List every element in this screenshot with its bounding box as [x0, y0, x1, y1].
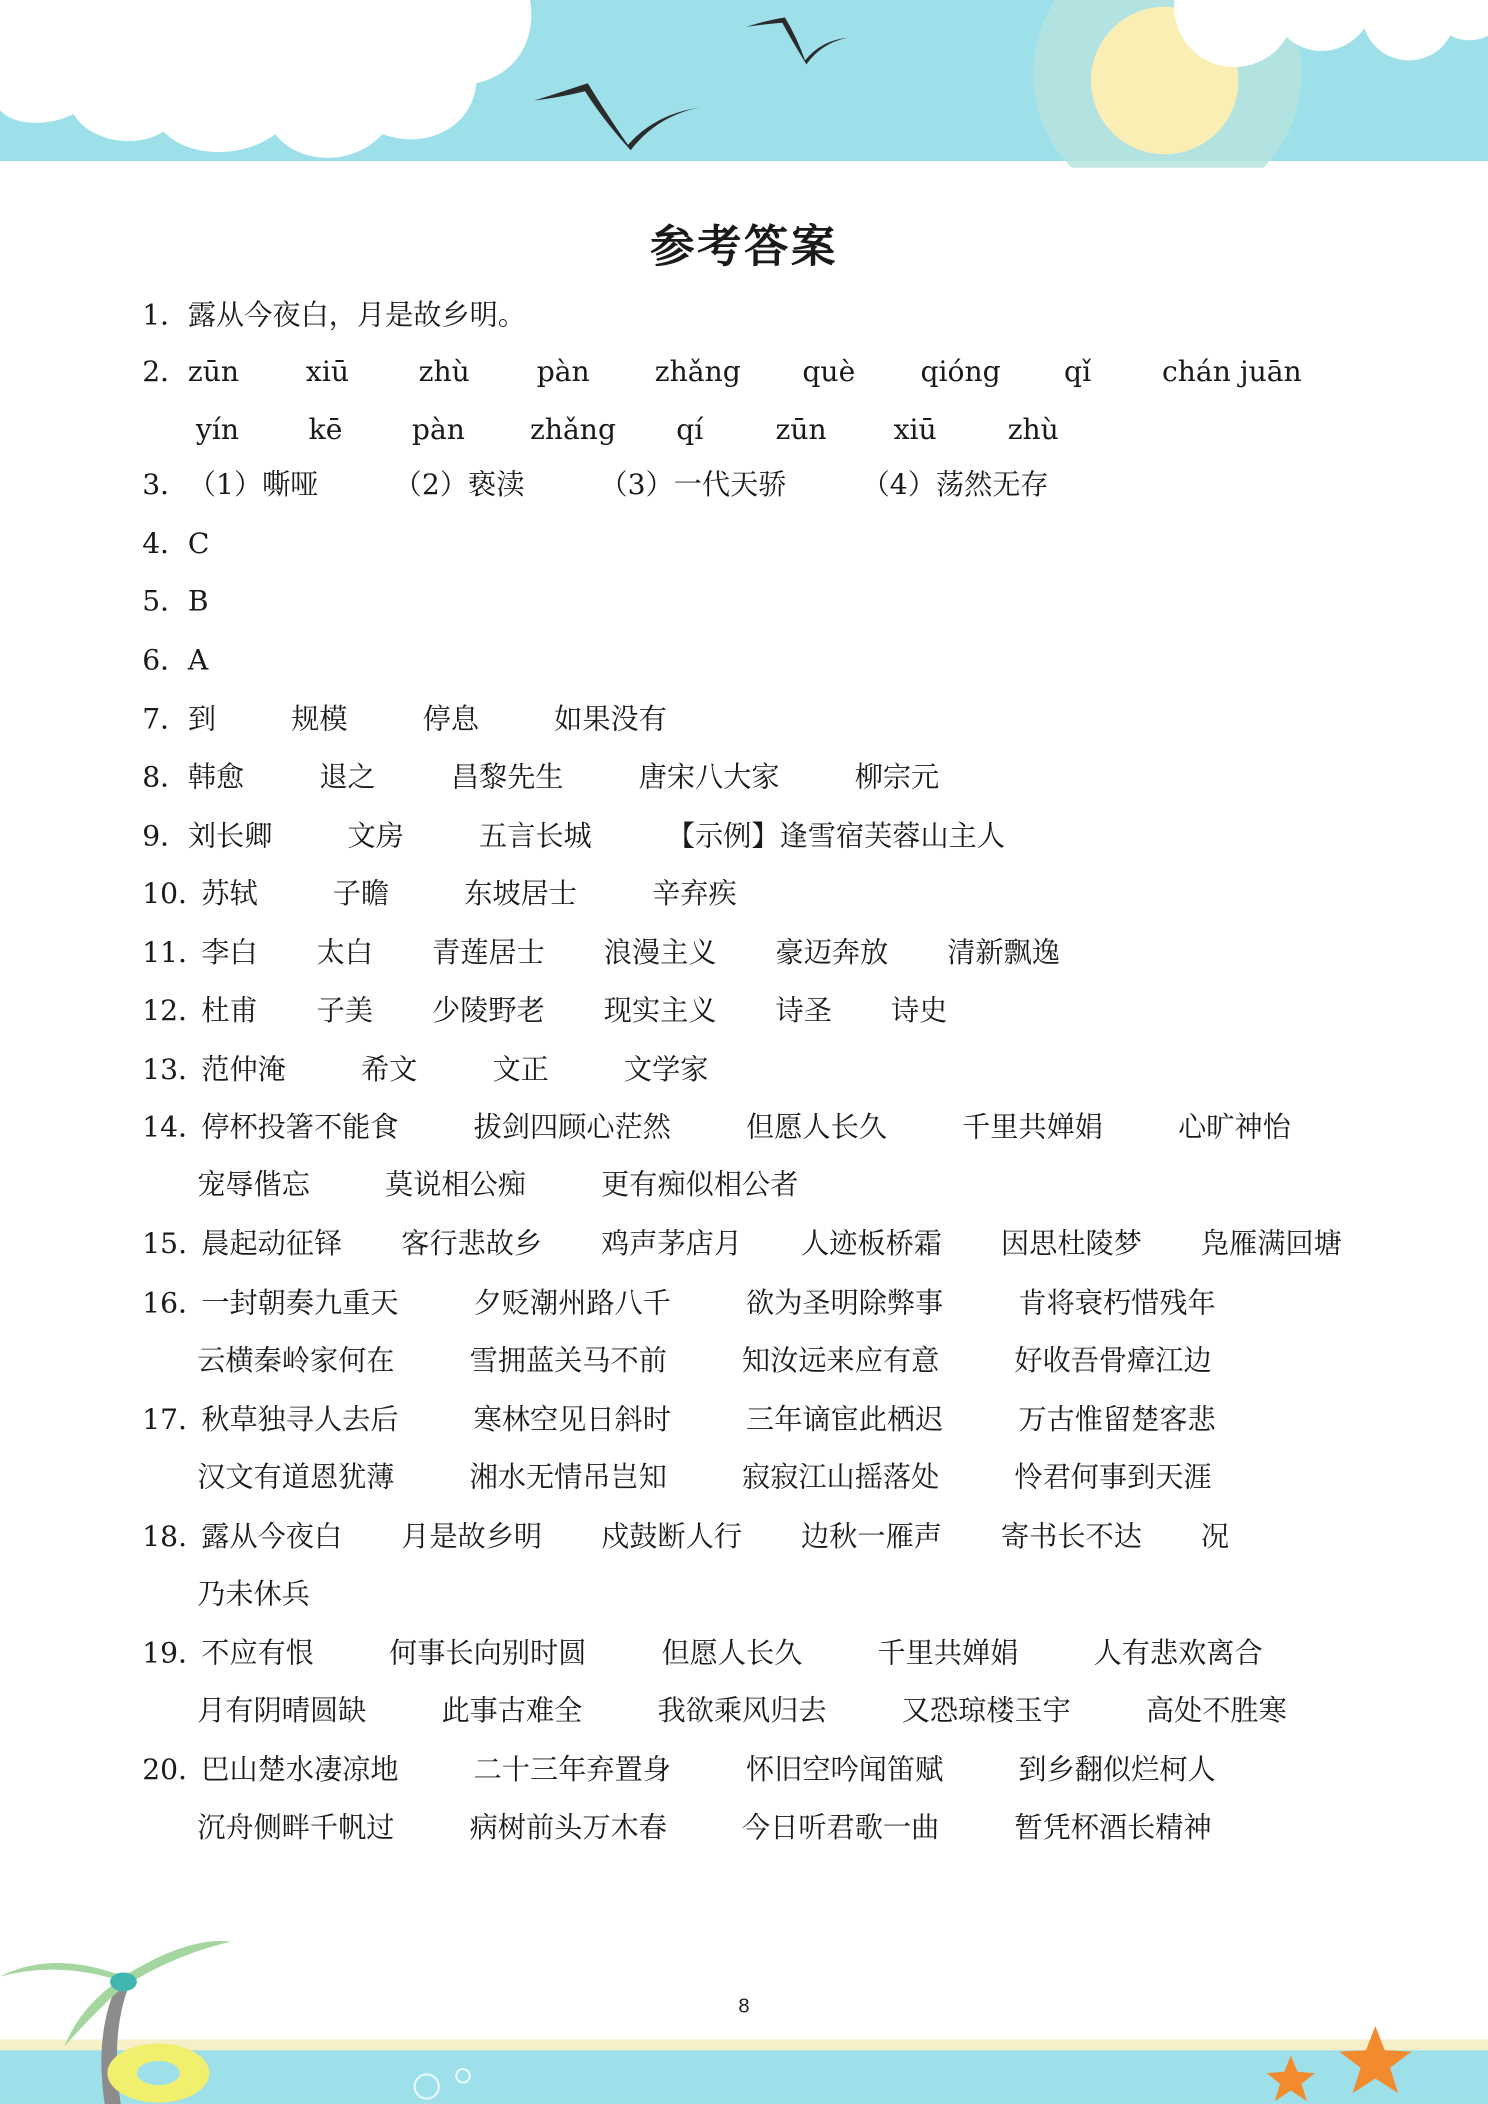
- answer-text: 文学家: [623, 1053, 709, 1086]
- answer-text: qióng: [920, 355, 1001, 388]
- answer-text: C: [187, 527, 210, 560]
- answer-text: 到乡翻似烂柯人: [1018, 1753, 1216, 1786]
- answer-text: chán juān: [1161, 355, 1302, 388]
- answer-text: 又恐琼楼玉宇: [901, 1694, 1071, 1727]
- answer-text: 客行悲故乡: [401, 1227, 543, 1260]
- answer-text: 莫说相公痴: [385, 1168, 526, 1201]
- answer-text: 现实主义: [603, 994, 717, 1027]
- answer-text: 月有阴晴圆缺: [197, 1694, 367, 1727]
- answer-text: xiū: [305, 355, 349, 388]
- answer-text: 怀旧空吟闻笛赋: [746, 1753, 944, 1786]
- answer-text: 不应有恨: [201, 1636, 314, 1670]
- answer-text: 雪拥蓝关马不前: [469, 1344, 667, 1377]
- answer-text: 鸡声茅店月: [601, 1227, 743, 1260]
- answer-number: 15.: [142, 1227, 188, 1260]
- answer-text: （1）嘶哑: [187, 468, 319, 501]
- swim-ring-icon: [107, 2044, 209, 2103]
- answer-text: xiū: [893, 413, 937, 446]
- answer-number: 20．: [142, 1753, 207, 1786]
- answer-text: 因思杜陵梦: [1000, 1227, 1142, 1260]
- answer-text: 人迹板桥霜: [801, 1227, 942, 1260]
- answer-text: 戍鼓断人行: [601, 1520, 743, 1553]
- answer-text: 况: [1200, 1520, 1230, 1553]
- answer-text: qǐ: [1064, 355, 1092, 388]
- page-number: 8: [738, 1995, 750, 2019]
- answer-number: 18.: [142, 1520, 188, 1553]
- answer-text: 唐宋八大家: [638, 760, 780, 794]
- answer-text: 千里共婵娟: [962, 1111, 1103, 1144]
- answer-text: 寄书长不达: [1000, 1520, 1142, 1553]
- answer-text: 沉舟侧畔千帆过: [197, 1811, 395, 1844]
- answer-text: 拔剑四顾心茫然: [473, 1111, 671, 1144]
- answer-text: 云横秦岭家何在: [197, 1344, 395, 1377]
- answer-text: 边秋一雁声: [801, 1520, 942, 1553]
- answer-text: 但愿人长久: [661, 1636, 803, 1670]
- answer-text: zhù: [418, 355, 470, 388]
- answer-text: 范仲淹: [201, 1053, 286, 1086]
- answer-number: 8．: [142, 760, 189, 794]
- answer-text: 心旷神怡: [1178, 1111, 1291, 1144]
- answer-text: 寂寂江山摇落处: [742, 1461, 940, 1494]
- answer-text: 浪漫主义: [603, 936, 717, 969]
- answer-text: 凫雁满回塘: [1200, 1227, 1342, 1260]
- answer-text: 三年谪宦此栖迟: [746, 1403, 944, 1436]
- answer-text: 少陵野老: [432, 994, 545, 1027]
- answer-text: 但愿人长久: [746, 1111, 887, 1144]
- answer-text: （4）荡然无存: [861, 468, 1049, 501]
- answer-text: 文正: [492, 1053, 549, 1086]
- answer-text: què: [802, 355, 856, 388]
- answer-text: 停杯投箸不能食: [201, 1111, 399, 1144]
- answer-number: 16．: [142, 1286, 207, 1319]
- answer-text: 文房: [347, 819, 404, 853]
- answer-text: 杜甫: [201, 994, 258, 1027]
- answer-text: 希文: [360, 1053, 418, 1086]
- answer-text: （2）亵渎: [393, 468, 525, 501]
- answer-text: 一封朝奏九重天: [201, 1286, 399, 1319]
- answer-text: 豪迈奔放: [775, 936, 889, 969]
- answer-text: 何事长向别时圆: [389, 1636, 587, 1670]
- answer-text: 月是故乡明: [401, 1520, 543, 1553]
- answer-text: zhǎng: [530, 413, 616, 446]
- answer-text: 规模: [291, 703, 348, 736]
- sky-clouds-banner: [0, 0, 1488, 168]
- answer-text: 露从今夜白: [201, 1520, 343, 1553]
- answer-text: 清新飘逸: [947, 936, 1061, 969]
- answer-number: 2．: [142, 355, 189, 388]
- answer-text: 寒林空见日斜时: [473, 1403, 671, 1436]
- answer-text: 退之: [319, 760, 376, 794]
- answer-text: 高处不胜寒: [1145, 1694, 1287, 1727]
- answer-text: 苏轼: [201, 877, 258, 910]
- answer-text: zhù: [1007, 413, 1059, 446]
- answer-text: 宠辱偕忘: [197, 1168, 310, 1201]
- answer-text: 欲为圣明除弊事: [746, 1286, 944, 1319]
- answer-text: pàn: [411, 413, 465, 446]
- answer-number: 6．: [142, 644, 189, 677]
- answer-text: zūn: [187, 355, 240, 388]
- answer-text: 更有痴似相公者: [601, 1168, 799, 1201]
- answer-number: 9．: [142, 819, 189, 853]
- answer-text: B: [187, 585, 209, 618]
- answer-text: 如果没有: [554, 703, 667, 736]
- answer-number: 5．: [142, 585, 189, 618]
- answer-text: 病树前头万木春: [469, 1811, 667, 1844]
- answer-text: 东坡居士: [464, 877, 577, 910]
- answer-text: 到: [187, 703, 217, 736]
- answer-text: 此事古难全: [441, 1694, 583, 1727]
- answer-text: 子美: [316, 994, 374, 1027]
- answer-text: 子瞻: [332, 877, 390, 910]
- answer-number: 17．: [142, 1403, 207, 1436]
- answer-text: pàn: [536, 355, 590, 388]
- answer-text: 暂凭杯酒长精神: [1014, 1811, 1212, 1844]
- answer-number: 12．: [142, 994, 207, 1027]
- answer-text: 柳宗元: [854, 760, 940, 794]
- answer-text: 怜君何事到天涯: [1014, 1461, 1212, 1494]
- answer-text: 夕贬潮州路八千: [473, 1286, 671, 1319]
- answer-text: zūn: [775, 413, 827, 446]
- answer-text: 【示例】逢雪宿芙蓉山主人: [666, 819, 1006, 853]
- answer-text: 二十三年弃置身: [473, 1753, 671, 1786]
- answer-text: 太白: [316, 936, 374, 969]
- page-title: 参考答案: [650, 220, 838, 273]
- answer-text: 诗圣: [775, 994, 832, 1027]
- answer-number: 13．: [142, 1053, 207, 1086]
- answer-number: 1．: [142, 299, 189, 332]
- answer-text: 巴山楚水凄凉地: [201, 1753, 399, 1786]
- answer-number: 3．: [142, 468, 189, 501]
- answer-number: 4．: [142, 527, 189, 560]
- answer-text: 湘水无情吊岂知: [469, 1461, 667, 1494]
- answer-text: 我欲乘风归去: [657, 1694, 827, 1727]
- answer-text: 人有悲欢离合: [1093, 1636, 1263, 1670]
- answer-text: 汉文有道恩犹薄: [197, 1461, 395, 1494]
- answer-text: 知汝远来应有意: [742, 1344, 940, 1377]
- answer-number: 14．: [142, 1111, 207, 1144]
- answer-text: 露从今夜白，月是故乡明。: [187, 299, 526, 332]
- answer-text: 今日听君歌一曲: [742, 1811, 940, 1844]
- answer-text: 千里共婵娟: [877, 1636, 1019, 1670]
- answer-text: 肯将衰朽惜残年: [1018, 1286, 1216, 1319]
- answer-text: （3）一代天骄: [599, 468, 787, 501]
- answer-text: zhǎng: [654, 355, 741, 388]
- answer-text: 刘长卿: [187, 819, 273, 853]
- answer-text: 五言长城: [479, 819, 592, 853]
- answer-text: A: [187, 644, 209, 677]
- answer-text: 青莲居士: [432, 936, 545, 969]
- answer-number: 7．: [142, 703, 189, 736]
- answer-number: 10．: [142, 877, 207, 910]
- answer-text: 晨起动征铎: [201, 1227, 343, 1260]
- answer-text: 诗史: [890, 994, 948, 1027]
- answer-text: 韩愈: [187, 760, 245, 794]
- answer-text: 李白: [201, 936, 258, 969]
- answer-text: 乃未休兵: [197, 1577, 310, 1611]
- answer-text: kē: [308, 413, 343, 446]
- answer-number: 11．: [142, 936, 207, 969]
- answer-text: 万古惟留楚客悲: [1018, 1403, 1216, 1436]
- answer-text: qí: [676, 413, 704, 446]
- answer-text: 好收吾骨瘴江边: [1014, 1344, 1212, 1377]
- answer-number: 19．: [142, 1636, 207, 1670]
- answer-text: 辛弃疾: [652, 877, 737, 910]
- answer-text: 停息: [422, 703, 480, 736]
- answer-text: 昌黎先生: [450, 760, 564, 794]
- answer-text: 秋草独寻人去后: [201, 1403, 399, 1436]
- answer-text: yín: [195, 413, 239, 446]
